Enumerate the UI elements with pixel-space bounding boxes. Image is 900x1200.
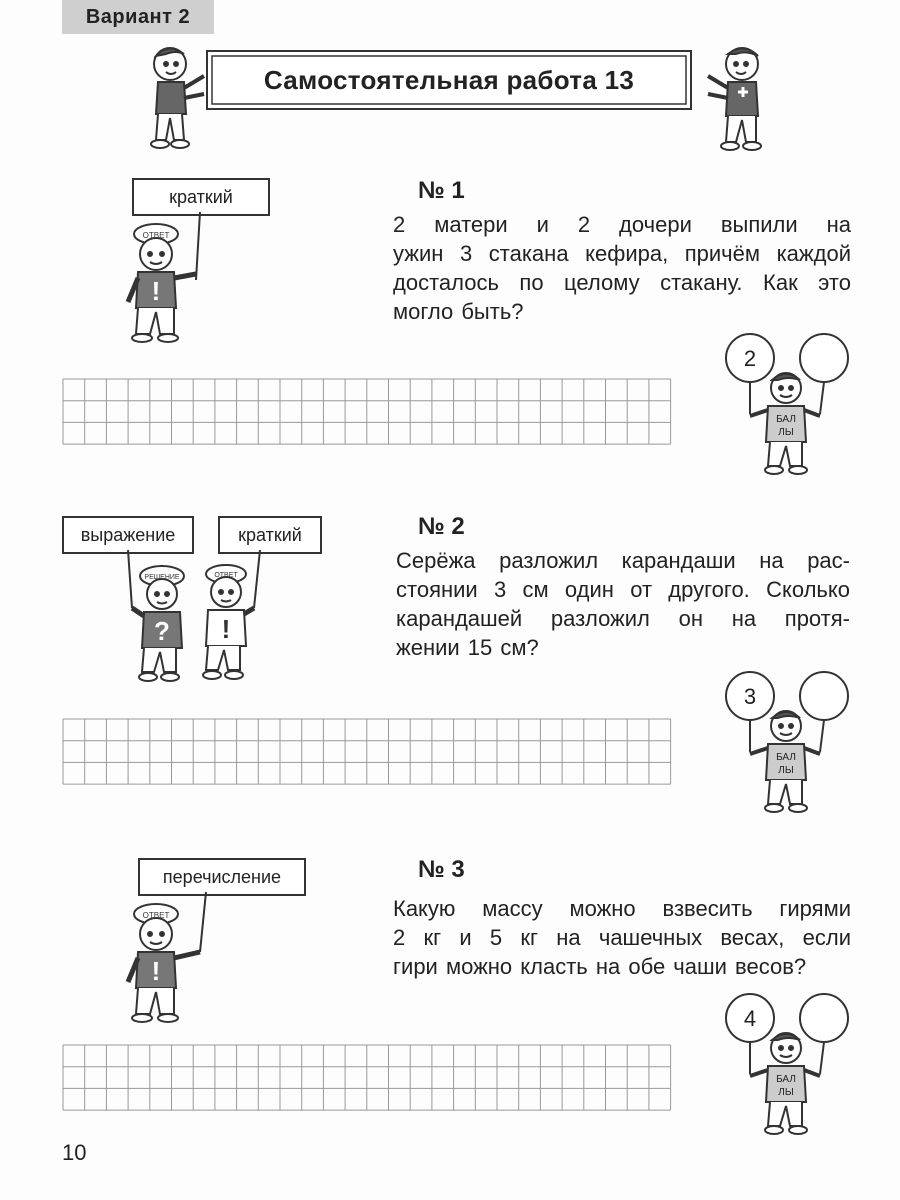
title-banner [204, 48, 694, 112]
boy-left-illustration [140, 42, 212, 154]
sign-brief: краткий [218, 516, 322, 554]
task-1-text [393, 210, 851, 326]
shirt-label: ЛЫ [778, 1087, 794, 1098]
task-line: могло быть? [393, 299, 524, 324]
task-line: 2 матери и 2 дочери выпили на [393, 212, 851, 237]
task-2-text [396, 546, 850, 662]
task-line: 2 кг и 5 кг на чашечных весах, если [393, 925, 851, 950]
answer-grid-1[interactable] [62, 378, 675, 466]
page-number: 10 [62, 1140, 87, 1165]
points-value: 3 [743, 684, 757, 709]
task-3-number: № 3 [418, 856, 465, 883]
task-line: карандашей разложил он на протя- [396, 606, 850, 631]
cap-label: РЕШЕНИЕ [144, 574, 180, 581]
cap-label: ОТВЕТ [142, 911, 170, 920]
answer-boy-illustration [120, 212, 230, 347]
cap-label: ОТВЕТ [214, 572, 238, 579]
answer-boy-illustration [120, 892, 230, 1027]
sign-enumeration: перечисление [138, 858, 306, 896]
task-line: гири можно класть на обе чаши весов? [393, 954, 807, 979]
task-line: ужин 3 стакана кефира, причём каждой [393, 241, 851, 266]
task-line: стоянии 3 см один от другого. Сколько [396, 577, 850, 602]
shirt-label: БАЛ [776, 414, 796, 425]
points-boy-illustration [720, 990, 850, 1138]
exclamation-icon: ! [151, 276, 161, 306]
sign-expression: выражение [62, 516, 194, 554]
sign-brief: краткий [132, 178, 270, 216]
points-value: 4 [743, 1006, 757, 1031]
task-1-number: № 1 [418, 177, 465, 204]
answer-grid-3[interactable] [62, 1044, 675, 1132]
shirt-label: ЛЫ [778, 765, 794, 776]
task-3-text [393, 894, 851, 981]
variant-label: Вариант 2 [62, 0, 214, 34]
task-line: Какую массу можно взвесить гирями [393, 896, 851, 921]
solution-and-answer-boys-illustration [118, 550, 278, 688]
page-title: Самостоятельная работа 13 [263, 64, 635, 95]
task-line: Серёжа разложил карандаши на рас- [396, 548, 850, 573]
boy-right-illustration [700, 42, 772, 158]
task-line: жении 15 см? [396, 635, 539, 660]
points-boy-illustration [720, 330, 850, 478]
question-mark-icon: ? [154, 616, 170, 646]
task-line: досталось по целому стакану. Как это [393, 270, 851, 295]
exclamation-icon: ! [151, 956, 161, 986]
points-value: 2 [743, 346, 757, 371]
points-boy-illustration [720, 668, 850, 816]
answer-grid-2[interactable] [62, 718, 675, 806]
shirt-label: ЛЫ [778, 427, 794, 438]
task-2-number: № 2 [418, 513, 465, 540]
exclamation-icon: ! [221, 614, 231, 644]
cap-label: ОТВЕТ [142, 231, 170, 240]
shirt-label: БАЛ [776, 752, 796, 763]
shirt-label: БАЛ [776, 1074, 796, 1085]
